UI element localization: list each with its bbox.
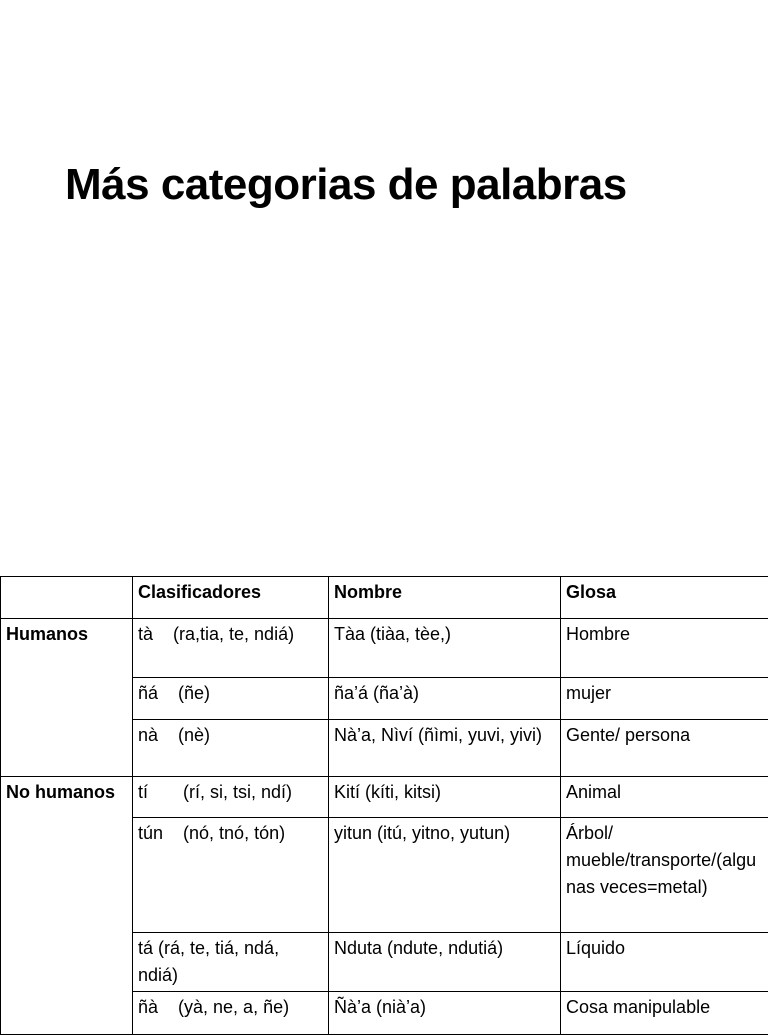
table-header-row [1, 577, 768, 619]
clasificador-cell: ñá (ñe) [133, 678, 329, 720]
group-cell-no-humanos: No humanos [1, 777, 133, 1035]
nombre-cell: yitun (itú, yitno, yutun) [329, 818, 561, 933]
clasificador-cell: tà (ra,tia, te, ndiá) [133, 619, 329, 678]
glosa-cell: mujer [561, 678, 768, 720]
nombre-cell: Nà’a, Nìví (ñìmi, yuvi, yivi) [329, 720, 561, 777]
nombre-cell: Tàa (tiàa, tèe,) [329, 619, 561, 678]
slide-title: Más categorias de palabras [65, 160, 627, 210]
header-cell-glosa: Glosa [561, 577, 768, 619]
clasificador-cell: nà (nè) [133, 720, 329, 777]
table-row [1, 619, 768, 678]
table-row [1, 777, 768, 818]
header-cell-empty [1, 577, 133, 619]
glosa-cell: Cosa manipulable [561, 992, 768, 1035]
clasificador-cell: tí (rí, si, tsi, ndí) [133, 777, 329, 818]
nombre-cell: Kití (kíti, kitsi) [329, 777, 561, 818]
nombre-cell: ña’á (ña’à) [329, 678, 561, 720]
header-cell-clasificadores: Clasificadores [133, 577, 329, 619]
glosa-cell: Hombre [561, 619, 768, 678]
clasificador-cell: tún (nó, tnó, tón) [133, 818, 329, 933]
header-cell-nombre: Nombre [329, 577, 561, 619]
clasificador-cell: ñà (yà, ne, a, ñe) [133, 992, 329, 1035]
glosa-cell: Líquido [561, 933, 768, 992]
clasificador-cell: tá (rá, te, tiá, ndá, ndiá) [133, 933, 329, 992]
glosa-cell: Árbol/ mueble/transporte/(algunas veces=metal) [561, 818, 768, 933]
glosa-cell: Gente/ persona [561, 720, 768, 777]
nombre-cell: Nduta (ndute, ndutiá) [329, 933, 561, 992]
glosa-cell: Animal [561, 777, 768, 818]
classifier-table [0, 576, 768, 1035]
group-cell-humanos: Humanos [1, 619, 133, 777]
nombre-cell: Ñà’a (nià’a) [329, 992, 561, 1035]
